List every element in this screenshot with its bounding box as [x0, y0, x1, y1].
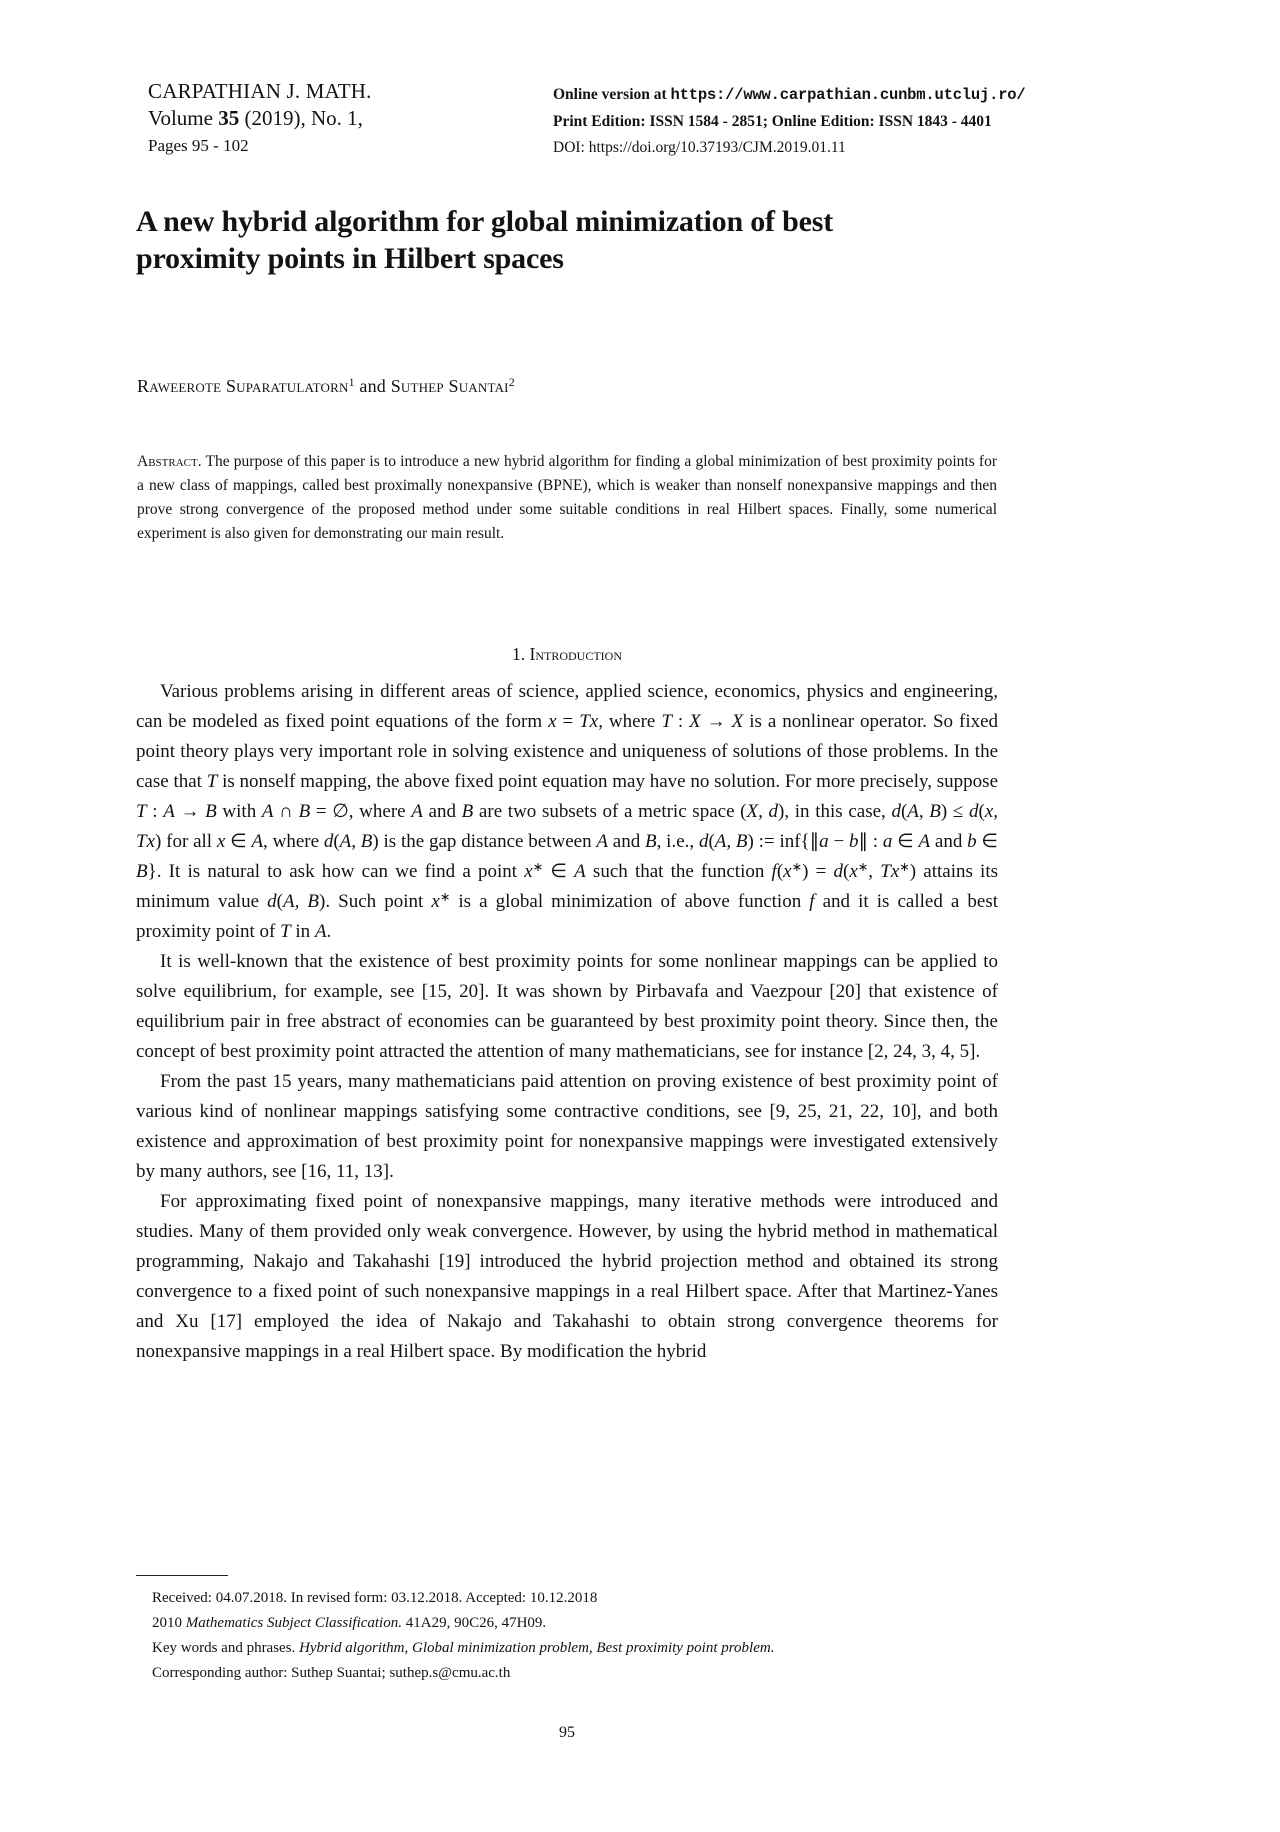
- abstract-text: Abstract. The purpose of this paper is to introduce a new hybrid algorithm for finding a global minimization of best proximity points for a new class of mappings, called best proximally nonexpansive (BPNE), which is weaker than nonself nonexpansive mappings and then prove strong convergence of the proposed method under some suitable conditions in real Hilbert spaces. Finally, some numerical experiment is also given for demonstrating our main result.: [137, 453, 997, 542]
- authors-line: Raweerote Suparatulatorn$^1$ and Suthep Suantai$^2$: [137, 375, 515, 396]
- doi-line: DOI: https://doi.org/10.37193/CJM.2019.01.11: [553, 139, 846, 156]
- paper-title-line-1: A new hybrid algorithm for global minimization of best: [136, 205, 833, 238]
- footnote-msc: 2010 Mathematics Subject Classification. 41A29, 90C26, 47H09.: [152, 1615, 547, 1631]
- pages-line: Pages 95 - 102: [148, 136, 249, 155]
- volume-line: Volume 35 (2019), No. 1,: [148, 106, 363, 130]
- paragraph-2: It is well-known that the existence of best proximity points for some nonlinear mappings can be applied to solve equilibrium, for example, see [15, 20]. It was shown by Pirbavafa and Vaezpour [20] that existence of equilibrium pair in free abstract of economies can be guaranteed by best proximity point theory. Since then, the concept of best proximity point attracted the attention of many mathematicians, see for instance [2, 24, 3, 4, 5].: [136, 951, 998, 1062]
- paper-title: [136, 203, 1016, 277]
- body-text: [136, 677, 998, 1367]
- journal-name: CARPATHIAN J. MATH.: [148, 79, 372, 103]
- paragraph-4: For approximating fixed point of nonexpansive mappings, many iterative methods were introduced and studies. Many of them provided only weak convergence. However, by using the hybrid method in mathematical programming, Nakajo and Takahashi [19] introduced the hybrid projection method and obtained its strong convergence to a fixed point of such nonexpansive mappings in a real Hilbert space. After that Martinez-Yanes and Xu [17] employed the idea of Nakajo and Takahashi to obtain strong convergence theorems for nonexpansive mappings in a real Hilbert space. By modification the hybrid: [136, 1191, 998, 1362]
- section-heading: 1. Introduction: [512, 644, 622, 664]
- paper-title-line-2: proximity points in Hilbert spaces: [136, 242, 564, 275]
- paragraph-1: Various problems arising in different areas of science, applied science, economics, physics and engineering, can be modeled as fixed point equations of the form x = Tx, where T : X → X is a nonlinear operator. So fixed point theory plays very important role in solving existence and uniqueness of solutions of those problems. In the case that T is nonself mapping, the above fixed point equation may have no solution. For more precisely, suppose T : A → B with A ∩ B = ∅, where A and B are two subsets of a metric space (X, d), in this case, d(A, B) ≤ d(x, Tx) for all x ∈ A, where d(A, B) is the gap distance between A and B, i.e., d(A, B) := inf{∥a − b∥ : a ∈ A and b ∈ B}. It is natural to ask how can we find a point x∗ ∈ A such that the function f(x∗) = d(x∗, Tx∗) attains its minimum value d(A, B). Such point x∗ is a global minimization of above function f and it is called a best proximity point of T in A.: [136, 681, 999, 942]
- footnote-keywords: Key words and phrases. Hybrid algorithm, Global minimization problem, Best proximity point problem.: [152, 1640, 775, 1656]
- online-version-line: Online version at https://www.carpathian.cunbm.utcluj.ro/: [553, 86, 1026, 104]
- footnote-received: Received: 04.07.2018. In revised form: 03.12.2018. Accepted: 10.12.2018: [152, 1590, 598, 1606]
- paragraph-3: From the past 15 years, many mathematicians paid attention on proving existence of best proximity point of various kind of nonlinear mappings satisfying some contractive conditions, see [9, 25, 21, 22, 10], and both existence and approximation of best proximity point for nonexpansive mappings were investigated extensively by many authors, see [16, 11, 13].: [136, 1071, 998, 1182]
- footnote-rule: [136, 1575, 228, 1576]
- page-number: 95: [559, 1724, 575, 1741]
- issn-line: Print Edition: ISSN 1584 - 2851; Online Edition: ISSN 1843 - 4401: [553, 112, 992, 130]
- header-right: [553, 82, 1026, 162]
- header-left: [148, 78, 372, 159]
- footnote-block: [136, 1575, 998, 1686]
- footnote-corresponding: Corresponding author: Suthep Suantai; suthep.s@cmu.ac.th: [152, 1665, 511, 1681]
